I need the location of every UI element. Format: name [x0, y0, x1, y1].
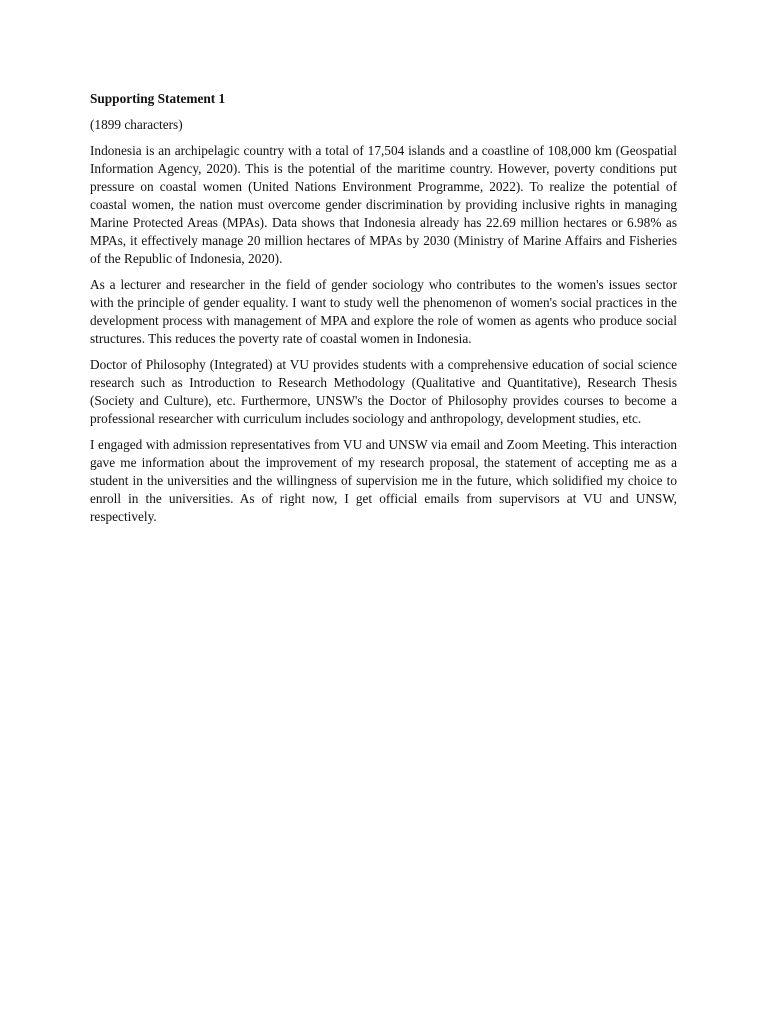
- paragraph-3: Doctor of Philosophy (Integrated) at VU provides students with a comprehensive education of social science research such as Introduction to Research Methodology (Qualitative and Quantitative), Research Thesis (Society and Culture), etc. Furthermore, UNSW's the Doctor of Philosophy provides courses to become a professional researcher with curriculum includes sociology and anthropology, development studies, etc.: [90, 357, 677, 426]
- character-count: (1899 characters): [90, 117, 183, 132]
- document-heading: Supporting Statement 1: [90, 91, 226, 106]
- paragraph-1: Indonesia is an archipelagic country with a total of 17,504 islands and a coastline of 108,000 km (Geospatial Information Agency, 2020). This is the potential of the maritime country. However, poverty conditions put pressure on coastal women (United Nations Environment Programme, 2022). To realize the potential of coastal women, the nation must overcome gender discrimination by providing inclusive rights in managing Marine Protected Areas (MPAs). Data shows that Indonesia already has 22.69 million hectares or 6.98% as MPAs, it effectively manage 20 million hectares of MPAs by 2030 (Ministry of Marine Affairs and Fisheries of the Republic of Indonesia, 2020).: [90, 143, 677, 266]
- paragraph-4: I engaged with admission representatives from VU and UNSW via email and Zoom Meeting. This interaction gave me information about the improvement of my research proposal, the statement of accepting me as a student in the universities and the willingness of supervision me in the future, which solidified my choice to enroll in the universities. As of right now, I get official emails from supervisors at VU and UNSW, respectively.: [90, 437, 677, 524]
- document-page: [90, 90, 677, 534]
- paragraph-2: As a lecturer and researcher in the field of gender sociology who contributes to the women's issues sector with the principle of gender equality. I want to study well the phenomenon of women's social practices in the development process with management of MPA and explore the role of women as agents who produce social structures. This reduces the poverty rate of coastal women in Indonesia.: [90, 277, 677, 346]
